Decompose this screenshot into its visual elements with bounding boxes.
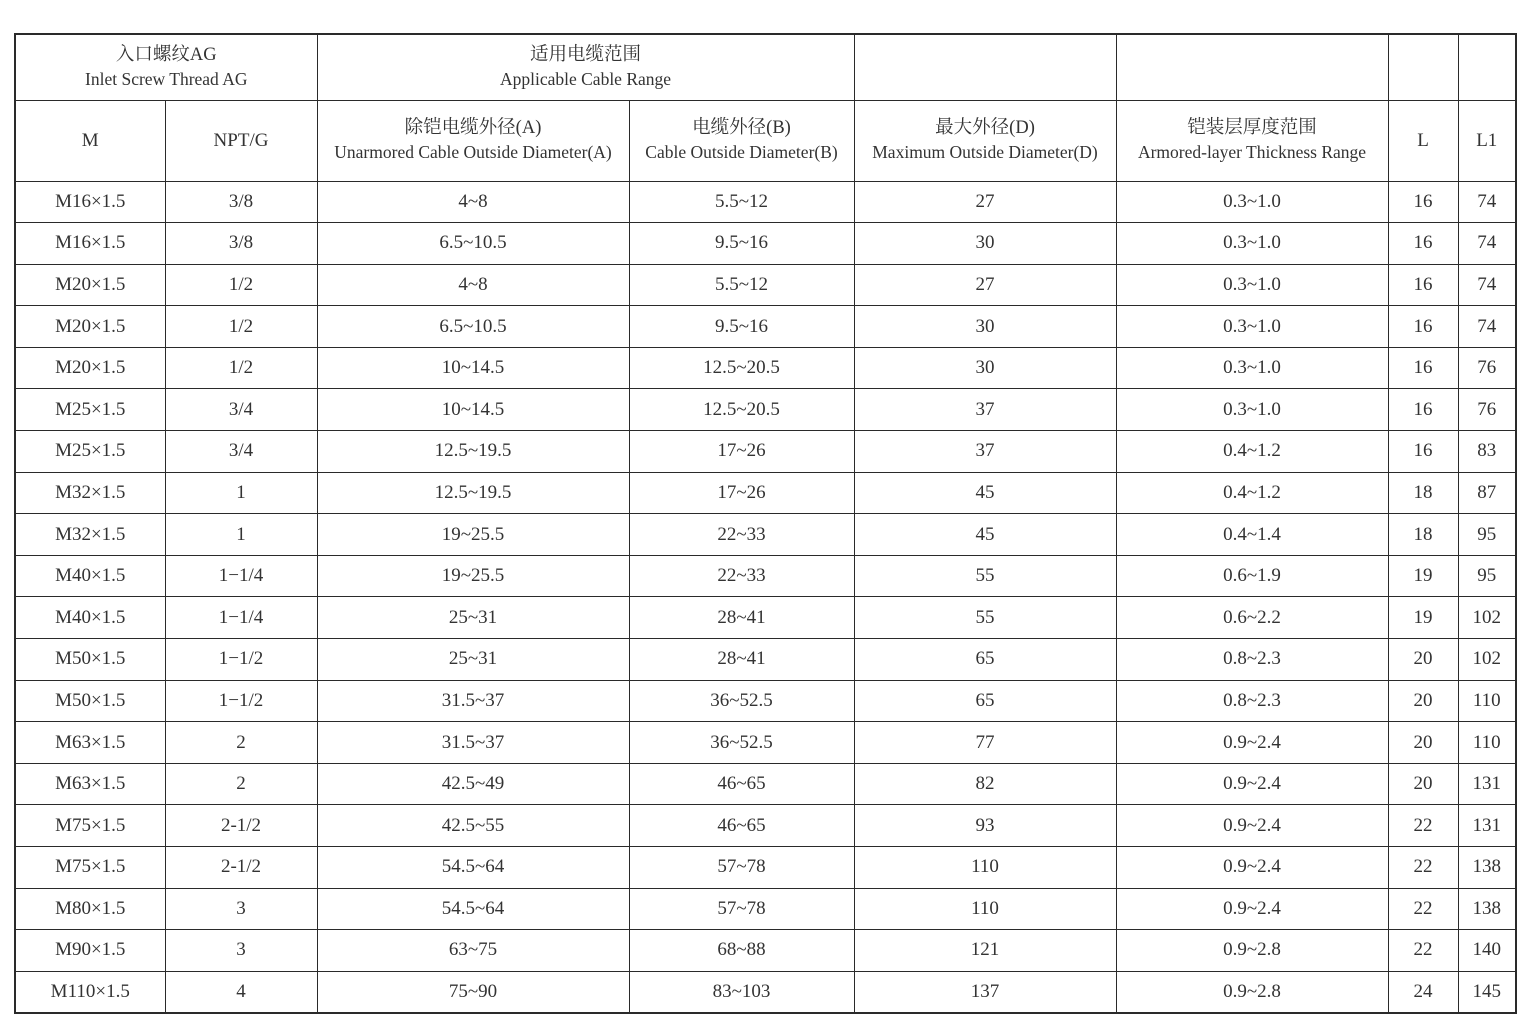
header-applicable-cable-range-zh: 适用电缆范围 (530, 45, 642, 66)
table-cell: 46~65 (629, 805, 854, 847)
table-cell: M80×1.5 (15, 888, 165, 930)
table-cell: 31.5~37 (317, 680, 629, 722)
table-cell: 68~88 (629, 930, 854, 972)
table-row (15, 555, 1516, 597)
table-cell: 30 (854, 347, 1116, 389)
table-row (15, 514, 1516, 556)
table-cell: M90×1.5 (15, 930, 165, 972)
table-cell: 0.6~1.9 (1116, 555, 1388, 597)
table-header (15, 34, 1516, 181)
table-cell: M63×1.5 (15, 722, 165, 764)
table-cell: 102 (1458, 597, 1516, 639)
table-cell: 2-1/2 (165, 805, 317, 847)
table-cell: 28~41 (629, 597, 854, 639)
header-npt-g: NPT/G (165, 100, 317, 181)
table-row (15, 264, 1516, 306)
table-cell: 20 (1388, 763, 1458, 805)
table-row (15, 763, 1516, 805)
table-row (15, 347, 1516, 389)
table-cell: 12.5~19.5 (317, 472, 629, 514)
table-cell: M25×1.5 (15, 431, 165, 473)
table-cell: 110 (1458, 722, 1516, 764)
table-cell: 6.5~10.5 (317, 306, 629, 348)
table-row (15, 847, 1516, 889)
table-cell: 22 (1388, 805, 1458, 847)
table-cell: 87 (1458, 472, 1516, 514)
table-row (15, 680, 1516, 722)
header-row-2 (15, 100, 1516, 181)
table-cell: 0.9~2.8 (1116, 930, 1388, 972)
header-m: M (15, 100, 165, 181)
table-cell: 0.9~2.4 (1116, 847, 1388, 889)
table-cell: 145 (1458, 971, 1516, 1013)
table-cell: M25×1.5 (15, 389, 165, 431)
table-cell: 54.5~64 (317, 847, 629, 889)
table-cell: 12.5~20.5 (629, 347, 854, 389)
header-inlet-screw-thread (15, 34, 317, 100)
table-cell: 1−1/2 (165, 680, 317, 722)
table-cell: 65 (854, 680, 1116, 722)
table-cell: 63~75 (317, 930, 629, 972)
table-cell: 22 (1388, 847, 1458, 889)
table-cell: 18 (1388, 472, 1458, 514)
table-row (15, 223, 1516, 265)
table-cell: 140 (1458, 930, 1516, 972)
table-cell: 2 (165, 763, 317, 805)
table-cell: 37 (854, 389, 1116, 431)
table-cell: 0.9~2.4 (1116, 888, 1388, 930)
table-cell: 55 (854, 597, 1116, 639)
table-cell: 22 (1388, 888, 1458, 930)
table-cell: 93 (854, 805, 1116, 847)
table-cell: 55 (854, 555, 1116, 597)
table-body (15, 181, 1516, 1013)
header-max-od-zh: 最大外径(D) (935, 118, 1035, 139)
table-cell: 4~8 (317, 181, 629, 223)
table-cell: 95 (1458, 555, 1516, 597)
table-cell: 10~14.5 (317, 389, 629, 431)
header-armored-layer-thickness-range (1116, 100, 1388, 181)
table-cell: 0.3~1.0 (1116, 223, 1388, 265)
table-cell: 121 (854, 930, 1116, 972)
table-cell: 19 (1388, 597, 1458, 639)
table-cell: 74 (1458, 306, 1516, 348)
table-cell: 3/8 (165, 181, 317, 223)
table-cell: 110 (854, 888, 1116, 930)
table-cell: 82 (854, 763, 1116, 805)
table-cell: 20 (1388, 680, 1458, 722)
table-cell: 0.3~1.0 (1116, 306, 1388, 348)
table-cell: 4 (165, 971, 317, 1013)
table-cell: 0.4~1.2 (1116, 472, 1388, 514)
table-cell: 19 (1388, 555, 1458, 597)
table-cell: 16 (1388, 264, 1458, 306)
table-cell: 95 (1458, 514, 1516, 556)
table-cell: 76 (1458, 389, 1516, 431)
header-cable-od-en: Cable Outside Diameter(B) (645, 142, 838, 163)
table-cell: 30 (854, 223, 1116, 265)
table-cell: 54.5~64 (317, 888, 629, 930)
table-cell: 65 (854, 639, 1116, 681)
table-cell: 45 (854, 472, 1116, 514)
table-cell: 75~90 (317, 971, 629, 1013)
table-cell: M32×1.5 (15, 472, 165, 514)
cable-gland-spec-table (14, 33, 1517, 1014)
table-cell: 57~78 (629, 888, 854, 930)
table-cell: M16×1.5 (15, 223, 165, 265)
header-row-1 (15, 34, 1516, 100)
table-row (15, 639, 1516, 681)
table-cell: M75×1.5 (15, 805, 165, 847)
header-inlet-screw-thread-en: Inlet Screw Thread AG (85, 68, 248, 89)
table-cell: 20 (1388, 722, 1458, 764)
table-cell: M50×1.5 (15, 639, 165, 681)
table-cell: M110×1.5 (15, 971, 165, 1013)
table-cell: 16 (1388, 389, 1458, 431)
table-cell: 28~41 (629, 639, 854, 681)
table-cell: 12.5~19.5 (317, 431, 629, 473)
table-cell: 1/2 (165, 306, 317, 348)
header-armored-en: Armored-layer Thickness Range (1137, 142, 1367, 163)
table-cell: 131 (1458, 805, 1516, 847)
table-cell: M40×1.5 (15, 555, 165, 597)
table-cell: 16 (1388, 347, 1458, 389)
header-max-od-en: Maximum Outside Diameter(D) (872, 142, 1098, 163)
table-cell: 1 (165, 514, 317, 556)
table-cell: 16 (1388, 306, 1458, 348)
table-cell: 19~25.5 (317, 514, 629, 556)
header-empty-above-max-diameter (854, 34, 1116, 100)
table-cell: 0.6~2.2 (1116, 597, 1388, 639)
table-cell: 6.5~10.5 (317, 223, 629, 265)
table-cell: M63×1.5 (15, 763, 165, 805)
table-cell: 1/2 (165, 347, 317, 389)
table-cell: 0.9~2.4 (1116, 805, 1388, 847)
table-cell: 20 (1388, 639, 1458, 681)
table-cell: 76 (1458, 347, 1516, 389)
table-cell: 2-1/2 (165, 847, 317, 889)
table-cell: 137 (854, 971, 1116, 1013)
table-row (15, 472, 1516, 514)
table-cell: 9.5~16 (629, 306, 854, 348)
table-cell: 0.3~1.0 (1116, 347, 1388, 389)
table-cell: 25~31 (317, 597, 629, 639)
table-cell: 12.5~20.5 (629, 389, 854, 431)
table-cell: 1−1/2 (165, 639, 317, 681)
table-row (15, 930, 1516, 972)
header-maximum-outside-diameter (854, 100, 1116, 181)
header-armored-zh: 铠装层厚度范围 (1187, 118, 1317, 139)
table-cell: 0.3~1.0 (1116, 389, 1388, 431)
table-cell: 0.4~1.2 (1116, 431, 1388, 473)
header-applicable-cable-range-en: Applicable Cable Range (499, 68, 672, 89)
header-l: L (1388, 100, 1458, 181)
table-cell: 110 (854, 847, 1116, 889)
table-cell: 36~52.5 (629, 722, 854, 764)
header-l1: L1 (1458, 100, 1516, 181)
table-cell: 18 (1388, 514, 1458, 556)
table-cell: 74 (1458, 181, 1516, 223)
table-cell: 1−1/4 (165, 597, 317, 639)
table-cell: 0.3~1.0 (1116, 181, 1388, 223)
table-cell: 46~65 (629, 763, 854, 805)
table-cell: M16×1.5 (15, 181, 165, 223)
table-cell: 138 (1458, 847, 1516, 889)
table-cell: 1−1/4 (165, 555, 317, 597)
table-row (15, 597, 1516, 639)
table-cell: 17~26 (629, 431, 854, 473)
table-cell: 5.5~12 (629, 264, 854, 306)
table-cell: 19~25.5 (317, 555, 629, 597)
table-cell: 0.9~2.8 (1116, 971, 1388, 1013)
table-row (15, 431, 1516, 473)
table-row (15, 181, 1516, 223)
table-cell: 1 (165, 472, 317, 514)
table-cell: 36~52.5 (629, 680, 854, 722)
table-cell: 74 (1458, 264, 1516, 306)
table-row (15, 306, 1516, 348)
table-cell: 0.9~2.4 (1116, 722, 1388, 764)
table-cell: 27 (854, 181, 1116, 223)
table-cell: 16 (1388, 223, 1458, 265)
table-cell: 0.8~2.3 (1116, 639, 1388, 681)
table-cell: 3/4 (165, 431, 317, 473)
table-cell: 83~103 (629, 971, 854, 1013)
header-empty-above-l (1388, 34, 1458, 100)
table-cell: 131 (1458, 763, 1516, 805)
header-applicable-cable-range (317, 34, 854, 100)
table-cell: 0.9~2.4 (1116, 763, 1388, 805)
table-cell: 3 (165, 930, 317, 972)
table-cell: 3 (165, 888, 317, 930)
table-cell: 17~26 (629, 472, 854, 514)
table-cell: 0.4~1.4 (1116, 514, 1388, 556)
header-empty-above-l1 (1458, 34, 1516, 100)
table-cell: M50×1.5 (15, 680, 165, 722)
table-cell: 83 (1458, 431, 1516, 473)
table-cell: 24 (1388, 971, 1458, 1013)
table-cell: 5.5~12 (629, 181, 854, 223)
table-cell: M32×1.5 (15, 514, 165, 556)
table-row (15, 722, 1516, 764)
header-inlet-screw-thread-zh: 入口螺纹AG (115, 45, 217, 66)
header-cable-outside-diameter (629, 100, 854, 181)
header-empty-above-armored-thickness (1116, 34, 1388, 100)
table-cell: 2 (165, 722, 317, 764)
header-unarmored-en: Unarmored Cable Outside Diameter(A) (334, 142, 612, 163)
table-cell: 45 (854, 514, 1116, 556)
table-cell: 16 (1388, 431, 1458, 473)
table-cell: 31.5~37 (317, 722, 629, 764)
table-cell: 9.5~16 (629, 223, 854, 265)
table-cell: 42.5~49 (317, 763, 629, 805)
table-cell: 102 (1458, 639, 1516, 681)
table-cell: 37 (854, 431, 1116, 473)
table-row (15, 888, 1516, 930)
table-cell: M20×1.5 (15, 347, 165, 389)
table-cell: 77 (854, 722, 1116, 764)
table-cell: 3/4 (165, 389, 317, 431)
header-unarmored-cable-outside-diameter (317, 100, 629, 181)
table-cell: 4~8 (317, 264, 629, 306)
table-cell: 110 (1458, 680, 1516, 722)
table-cell: 0.3~1.0 (1116, 264, 1388, 306)
header-cable-od-zh: 电缆外径(B) (692, 118, 791, 139)
table-cell: 10~14.5 (317, 347, 629, 389)
table-cell: 138 (1458, 888, 1516, 930)
table-cell: 1/2 (165, 264, 317, 306)
table-cell: 25~31 (317, 639, 629, 681)
table-cell: M75×1.5 (15, 847, 165, 889)
table-cell: 3/8 (165, 223, 317, 265)
table-cell: 27 (854, 264, 1116, 306)
table-cell: 22~33 (629, 514, 854, 556)
table-cell: 22 (1388, 930, 1458, 972)
table-cell: 74 (1458, 223, 1516, 265)
table-cell: 0.8~2.3 (1116, 680, 1388, 722)
table-cell: M40×1.5 (15, 597, 165, 639)
table-row (15, 805, 1516, 847)
table-row (15, 971, 1516, 1013)
table-cell: 42.5~55 (317, 805, 629, 847)
table-row (15, 389, 1516, 431)
table-cell: 22~33 (629, 555, 854, 597)
table-cell: M20×1.5 (15, 306, 165, 348)
table-cell: 16 (1388, 181, 1458, 223)
table-cell: 57~78 (629, 847, 854, 889)
table-cell: 30 (854, 306, 1116, 348)
table-cell: M20×1.5 (15, 264, 165, 306)
header-unarmored-zh: 除铠电缆外径(A) (404, 118, 542, 139)
